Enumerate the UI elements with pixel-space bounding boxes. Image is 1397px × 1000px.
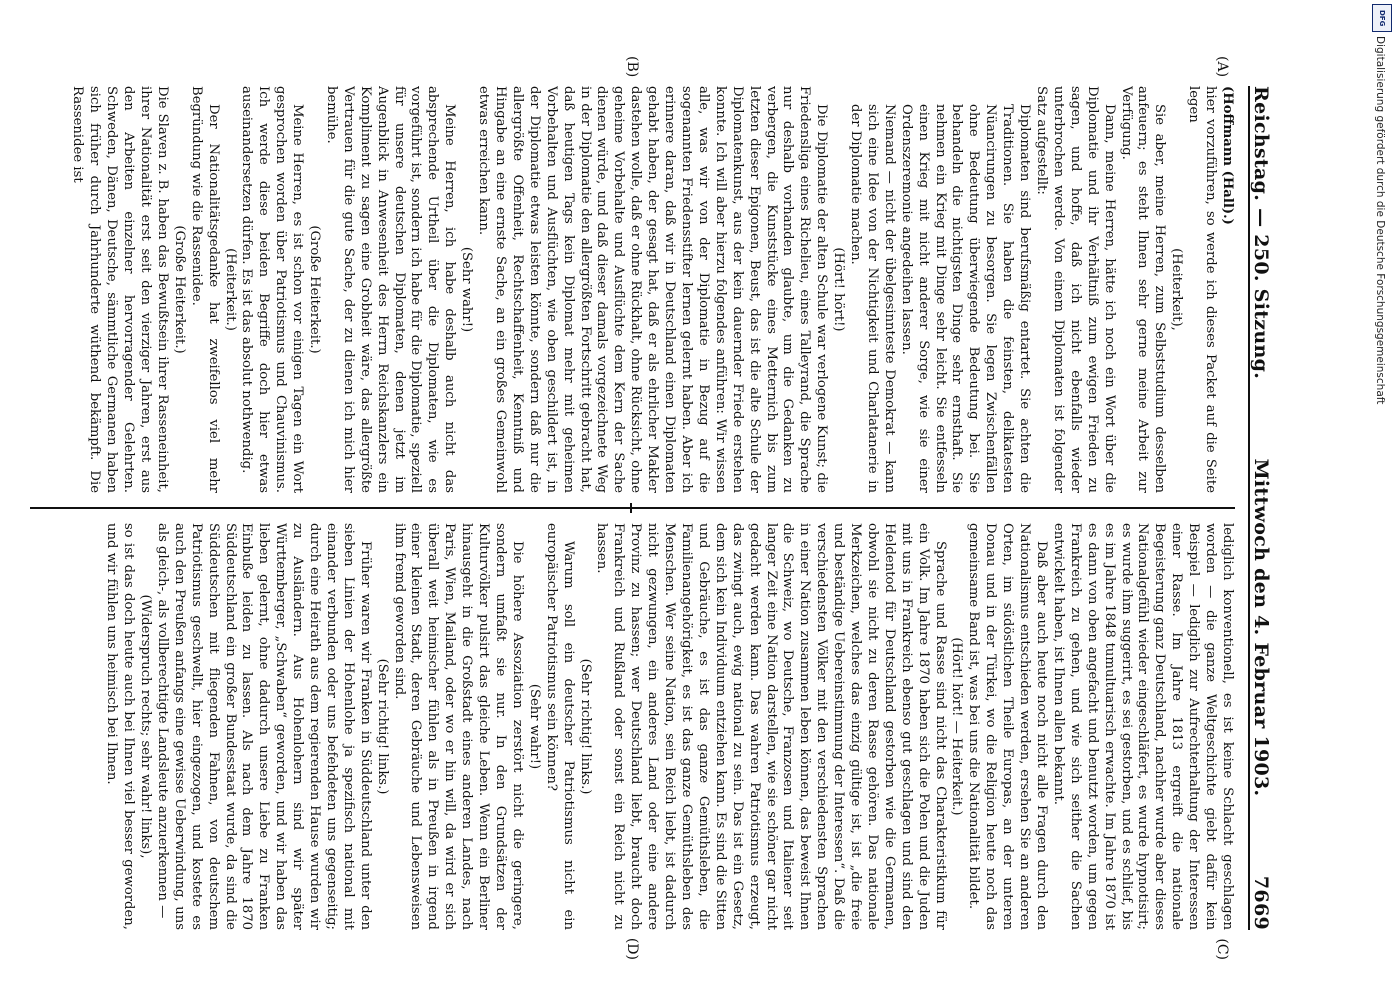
text-columns (30, 86, 1235, 930)
right-column-paragraph: Sprache und Rasse sind nicht das Charakteristikum für ein Volk. Im Jahre 1870 haben sich die Polen und die Juden mit uns in Frankreich ebenso gut geschlagen und sind den Heldentod für Deutschland gestorben wie die Germanen, obwohl sie nicht zu deren Rasse gehören. Das nationale Merkzeichen, welches das einzig gültige ist, ist „die freie und beständige Uebereinstimmung der Interessen“. Daß die verschiedensten Völker mit den verschiedensten Sprachen in einer Nation zusammen leben können, das beweist Ihnen die Schweiz, wo Deutsche, Franzosen und Italiener seit langer Zeit eine Nation darstellen, wie sie schöner gar nicht gedacht werden kann. Das wahren Patriotismus erzeugt, das zwingt auch, ewig national zu sein. Das ist ein Gesetz, dem sich kein Individuum entziehen kann. Es sind die Sitten und Gebräuche, es ist das ganze Gemüthsleben, die Familienangehörigkeit, es ist das ganze Gemüthsleben des Menschen. Wer seine Nation, sein Reich liebt, ist dadurch nicht gezwungen, ein anderes Land oder eine andere Provinz zu hassen; wer Deutschland liebt, braucht doch Frankreich und Rußland oder sonst ein Reich nicht zu hassen. (594, 523, 948, 930)
right-column-paragraph: Früher waren wir Franken in Süddeutschland unter den sieben Linien der Hohenlohe ja spezifisch national mit einander verbunden oder uns befehdeten uns gegenseitig; durch eine Heirath aus dem regierenden Hause wurden wir zu Ausländern. Aus Hohenlohern sind wir später Württemberger, „Schwaben“ geworden, und wir haben das lieben gelernt, ohne dadurch unsere Liebe zu Franken Einbuße leiden zu lassen. Als nach dem Jahre 1870 Süddeutschland ein großer Bundesstaat wurde, da sind die Süddeutschen mit fliegenden Fahnen, von deutschem Patriotismus geschwellt, hier eingezogen, und kostete es auch den Preußen anfangs eine gewisse Ueberwindung, uns als gleich-, als vollberechtigte Landsleute anzuerkennen — (154, 523, 373, 930)
right-column-paragraph: Die höhere Assoziation zerstört nicht die geringere, sondern umfaßt sie nur. In den Grundsätzen der Kulturvölker pulsirt das gleiche Leben. Wenn ein Berliner hinausgeht in die Großstadt eines anderen Landes, nach Paris, Wien, Mailand, oder wo er hin will, da wird er sich überall weit heimischer fühlen als in Preußen in irgend einer kleinen Stadt, deren Gebräuche und Lebensweisen ihm fremd geworden sind. (391, 523, 525, 930)
right-column-paragraph: Warum soll ein deutscher Patriotismus nicht ein europäischer Patriotismus sein können? (543, 523, 576, 930)
right-column-paragraph: (Sehr wahr!) (526, 683, 542, 770)
left-column-paragraph: (Hoffmann (Hall).) (1220, 86, 1235, 225)
left-column-paragraph: (Große Heiterkeit.) (171, 225, 187, 354)
left-column-paragraph: Niemand — nicht der übelgesinnteste Demokrat — kann sich eine Idee von der Nichtigkeit und Charlatanerie in der Diplomatie machen. (848, 104, 897, 493)
right-column-paragraph: (Widerspruch rechts; sehr wahr! links), (138, 594, 153, 859)
left-column-paragraph: (Sehr wahr!) (459, 246, 475, 333)
left-column (30, 86, 1235, 507)
left-column-paragraph: Dann, meine Herren, hätte ich noch ein Wort über die Diplomatie und ihr Verhältniß zum ewigen Frieden zu sagen, und hoffe, daß ich nicht ebenfalls wieder unterbrochen werde. Von einem Diplomaten ist folgender Satz aufgestellt: (1034, 86, 1117, 493)
right-column (30, 509, 1235, 930)
left-column-paragraph: (Hört! hört!) (831, 247, 847, 332)
right-column-paragraph: (Hört! hört! — Heiterkeit.) (949, 637, 965, 816)
left-column-paragraph: (Große Heiterkeit.) (307, 225, 323, 354)
dfg-logo: DFG (1372, 4, 1392, 32)
right-column-paragraph: (Sehr richtig! links.) (374, 658, 390, 795)
left-column-paragraph: Die Diplomatie der alten Schule war verlogene Kunst; die Friedensliga eines Richelieu, eines Talleyrand, die Sprache nur deshalb vorhanden glaubte, um die Gedanken zu verbergen, die Kunststücke eines Metternich bis zum letzten dieser Epigonen, Beust, das ist die alte Schule der Diplomatenkunst, aus der kein dauernder Friede erstehen konnte. Ich will aber hierzu folgendes anführen: Wir wissen alle, was wir von der Diplomatie in Bezug auf die sogenannten Friedensstifter lernen gelernt haben. Aber ich erinnere daran, daß wir in Deutschland einen Diplomaten gehabt haben, der gesagt hat, daß er als ehrlicher Makler dastehen wolle, daß er ohne Rückhalt, ohne Rücksicht, ohne geheime Vorbehalte und Ausflüchte dem Kern der Sache dienen würde, und daß dieser damals vorgezeichnete Weg in der Diplomatie den allergrößten Fortschritt gebracht hat, daß heutigen Tags kein Diplomat mehr mit geheimen Vorbehalten und Ausflüchten, wie oben geschildert ist, in der Diplomatie etwas leisten könnte, sondern daß nur die allergrößte Offenheit, Rechtschaffenheit, Kenntniß und Hingabe an eine ernste Sache, an ein großes Gemeinwohl etwas erreichen kann. (476, 86, 830, 493)
column-divider (30, 507, 1235, 509)
side-notice-strip (1364, 0, 1397, 1000)
header-left: Reichstag. — 250. Sitzung. (1250, 86, 1272, 380)
right-column-paragraph: so ist das doch heute auch bei Ihnen viel besser geworden, und wir fühlen uns heimisch bei Ihnen. (104, 523, 137, 930)
left-column-paragraph: Die Slaven z. B. haben das Bewußtsein ihrer Rasseneinheit, ihrer Nationalität erst seit den vierziger Jahren, erst aus den Arbeiten einzelner hervorragender Gelehrten. Schweden, Dänen, Deutsche, sämmtliche Germanen haben sich früher durch Jahrhunderte wüthend bekämpft. Die Rassenidee ist (70, 86, 170, 493)
left-column-paragraph: Meine Herren, es ist schon vor einigen Tagen ein Wort gesprochen worden über Patriotismus und Chauvinismus. Ich werde diese beiden Begriffe doch hier etwas auseinandersetzen dürfen. Es ist das absolut nothwendig. (239, 86, 306, 493)
left-column-paragraph: hier vorzuführen, so werde ich dieses Packet auf die Seite legen (1186, 86, 1219, 493)
left-column-paragraph: Sie aber, meine Herren, zum Selbststudium desselben anfeuern; es steht Ihnen sehr gerne meine Arbeit zur Verfügung. (1118, 86, 1168, 493)
page-header (1248, 86, 1280, 930)
margin-mark-a: (A) (1214, 56, 1230, 78)
page-number: 7669 (1250, 875, 1272, 930)
right-column-paragraph: Daß aber auch heute noch nicht alle Fragen durch den Nationalismus entschieden werden, ersehen Sie an anderen Orten, im südöstlichen Theile Europas, an der unteren Donau und in der Türkei, wo die Religion heute noch das gemeinsame Band ist, was bei uns die Nationalität bildet. (966, 523, 1050, 930)
margin-mark-b: (B) (624, 56, 640, 78)
left-column-paragraph: Diplomaten sind berufsmäßig entartet. Sie achten die Traditionen. Sie haben die feinsten, delikatesten Nüancirungen zu besorgen. Sie legen Zwischenfällen ohne Bedeutung überwiegende Bedeutung bei. Sie behandeln die nichtigsten Dinge sehr ernsthaft. Sie nehmen ein Krieg mit Dinge sehr leicht. Sie entfesseln einen Krieg mit nicht anderer Sorge, wie sie einer Ordenszeremonie angedeihen lassen. (898, 104, 1033, 493)
digitization-notice: Digitalisierung gefördert durch die Deutsche Forschungsgemeinschaft (1374, 36, 1386, 405)
right-column-paragraph: (Sehr richtig! links.) (577, 658, 593, 795)
header-date: Mittwoch den 4. Februar 1903. (1250, 458, 1272, 797)
left-column-paragraph: Meine Herren, ich habe deshalb auch nicht das absprechende Urtheil über die Diplomaten, wie es vorgeführt ist, sondern ich habe für die Diplomatie, speziell für unsere deutschen Diplomaten, denen jetzt im Augenblick in Anwesenheit des Herrn Reichskanzlers ein Kompliment zu sagen eine Grobheit wäre, das allergrößte Vertrauen für die gute Sache, der zu dienen ich mich hier bemühe. (323, 86, 458, 493)
left-column-paragraph: Der Nationalitätsgedanke hat zweifellos viel mehr Begründung wie die Rassenidee. (188, 86, 221, 493)
divider-tick (631, 503, 633, 513)
left-column-paragraph: (Heiterkeit), (1169, 248, 1185, 331)
right-column-paragraph: lediglich konventionell, es ist keine Schlacht geschlagen worden — die ganze Weltgeschichte giebt dafür kein Beispiel — lediglich zur Aufrechterhaltung der Interessen einer Rasse. Im Jahre 1813 ergreift die nationale Begeisterung ganz Deutschland, nachher wurde aber dieses Nationalgefühl wieder eingeschläfert, es wurde hypnotisirt; es wurde ihm suggerirt, es sei gestorben, und es schlief, bis es im Jahre 1848 tumultuarisch erwachte. Im Jahre 1870 ist es dann von oben angefacht und benutzt worden, um gegen Frankreich zu gehen, und wie sich seither die Sachen entwickelt haben, ist Ihnen allen bekannt. (1050, 523, 1235, 930)
left-column-paragraph: (Heiterkeit.) (222, 248, 238, 331)
margin-mark-d: (D) (624, 937, 640, 960)
margin-mark-c: (C) (1214, 938, 1230, 960)
